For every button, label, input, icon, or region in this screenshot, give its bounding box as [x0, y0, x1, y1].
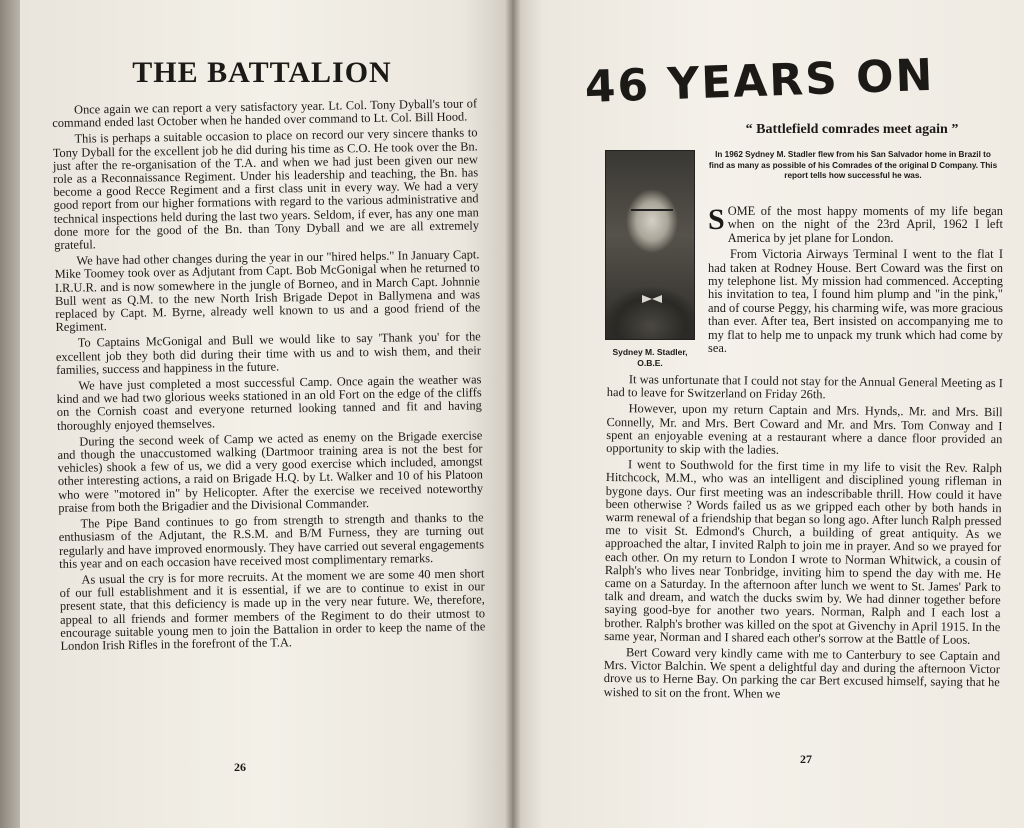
left-page-number: 26 [234, 760, 246, 774]
right-page [512, 0, 1024, 828]
article-intro: In 1962 Sydney M. Stadler flew from his San Salvador home in Brazil to find as many as possible of his Comrades of the original D Company. This report tells how successful he was. [708, 150, 998, 180]
left-paragraph: We have had other changes during the year in our "hired helps." In January Capt. Mike Toomey took over as Adjutant from Capt. Bob McGonigal when he returned to I.R.U.R. and is now somewhere in the jungle of Borneo, and in March Capt. Johnnie Bull went as Q.M. to the new North Irish Brigade Depot in Ballymena and was replaced by Capt. M. Byrne, already well known to us and a good friend of the Regiment. [54, 247, 481, 335]
left-paragraph: We have just completed a most successful Camp. Once again the weather was kind and we had two glorious weeks stationed in an old Fort on the edge of the cliffs on the Cornish coast and everyone returned looking tanned and fit and having thoroughly enjoyed themselves. [56, 372, 482, 433]
left-paragraph: To Captains McGonigal and Bull we would like to say 'Thank you' for the excellent job they both did during their time with us and to wish them, and their families, success and happiness in the future. [55, 329, 482, 377]
article-body-full [604, 373, 1003, 706]
left-paragraph: The Pipe Band continues to go from strength to strength and thanks to the enthusiasm of the Adjutant, the R.S.M. and B/M Furness, they are turning out regularly and have improved enormously. They have carried out several engagements this year and on each occasion have received most complimentary remarks. [58, 510, 485, 571]
left-paragraph: As usual the cry is for more recruits. At the moment we are some 40 men short of our full establishment and it is essential, if we are to continue to exist in our present state, that this deficiency is made up in the very near future. We, therefore, appeal to all friends and former members of the Regiment to do their utmost to encourage suitable young men to join the Battalion in order to keep the name of the London Irish Rifles in the forefront of the T.A. [59, 566, 486, 653]
first-paragraph [708, 205, 1003, 245]
right-page-number: 27 [800, 752, 812, 766]
right-page-title: 46 YEARS ON [584, 49, 936, 113]
left-paragraph: Once again we can report a very satisfactory year. Lt. Col. Tony Dyball's tour of command ended last October when he handed over command to Lt. Col. Bill Hood. [52, 96, 478, 131]
article-subtitle: “ Battlefield comrades meet again ” [745, 122, 959, 137]
drop-cap: S [708, 203, 725, 236]
bowtie-shape [642, 295, 662, 303]
book-gutter [505, 0, 521, 828]
right-paragraph: Bert Coward very kindly came with me to Canterbury to see Captain and Mrs. Victor Balchin. We spent a delightful day and during the afternoon Victor drove us to Herne Bay. On parking the car Bert excused himself, saying that he wished to sit on the front. When we [603, 645, 1001, 701]
photo-caption [600, 347, 700, 369]
left-paragraph: During the second week of Camp we acted as enemy on the Brigade exercise and though the unaccustomed walking (Dartmoor training area is not the best for vehicles) shook a few of us, we did a very good exercise which included, amongst other interesting actions, a raid on Brigade H.Q. by Lt. Walker and 10 of his Platoon who were "motored in" by Helicopter. After the exercise we received noteworthy praise from both the Brigadier and the Divisional Commander. [57, 428, 484, 515]
right-paragraph: It was unfortunate that I could not stay for the Annual General Meeting as I had to leave for Switzerland on Friday 26th. [606, 372, 1003, 402]
portrait-photo [605, 150, 695, 340]
left-page-title: THE BATTALION [132, 56, 392, 89]
right-paragraph: I went to Southwold for the first time in my life to visit the Rev. Ralph Hitchcock, M.M., who was an intelligent and disciplined young rifleman in bygone days. Our first meeting was an indescribable thrill. How could it have been otherwise ? Words failed us as we gripped each other by both hands in warm renewal of a friendship that began so long ago. After lunch Ralph pressed me to visit St. Edmond's Church, a building of great antiquity. As we approached the altar, I invited Ralph to join me in prayer. And so we prayed for each other. On my return to London I wrote to Norman Whitwick, a cousin of Ralph's who lives near Tonbridge, inviting him to spend the day with me. He came on a Saturday. In the afternoon after lunch we went to St. James' Park to talk and dream, and watch the ducks swim by. We had dinner together before saying good-bye for another two years. Norman, Ralph and I each lost a brother. Ralph's brother was killed on the spot at Givenchy in April 1915. In the same year, Norman and I shared each other's sorrow at the Battle of Loos. [604, 457, 1003, 647]
article-body-top [708, 205, 1003, 358]
photo-caption-name: Sydney M. Stadler, [612, 347, 688, 357]
right-paragraph: However, upon my return Captain and Mrs. Hynds,. Mr. and Mrs. Bill Connelly, Mr. and Mrs. Bert Coward and Mr. and Mrs. Tom Conway and I spent an enjoyable evening at a restaurant where a dance floor provided an opportunity to skip with the ladies. [606, 401, 1003, 457]
photo-caption-honour: O.B.E. [637, 358, 663, 368]
right-paragraph: From Victoria Airways Terminal I went to the flat I had taken at Rodney House. Bert Coward was the first on my telephone list. My mission had commenced. Accepting his invitation to tea, I found him plump and "in the pink," and of course Peggy, his charming wife, was more gracious than ever. After tea, Bert insisted on accompanying me to my flat to help me to unpack my trunk which had come by sea. [708, 247, 1003, 356]
left-paragraph: This is perhaps a suitable occasion to place on record our very sincere thanks to Tony Dyball for the excellent job he did during his time as C.O. He took over the Bn. just after the re-organisation of the T.A. and when we had just been given our new role as a Reconnaissance Regiment. Under his leadership and teaching, the Bn. has become a good Recce Regiment and a first class unit in every way. We had a very good report from our higher formations with regard to the various administrative and technical inspections held during the last two years. Seldom, if ever, has any one man done more for the good of the Bn. than Tony Dyball and we are all extremely grateful. [52, 125, 480, 253]
first-paragraph-text: OME of the most happy moments of my life began when on the night of the 23rd April, 1962 I left America by jet plane for London. [727, 204, 1003, 245]
left-page [20, 0, 512, 828]
left-page-body [52, 97, 486, 656]
glasses-shape [631, 209, 673, 223]
